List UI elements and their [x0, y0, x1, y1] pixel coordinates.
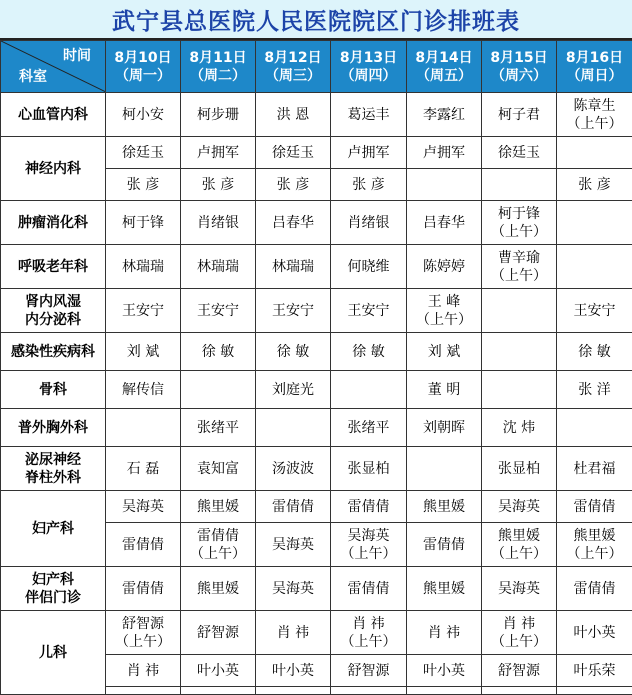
doctor-cell: [407, 201, 482, 245]
shift-note: （上午）: [331, 633, 406, 651]
schedule-row: [1, 93, 632, 137]
doctor-name: 徐廷玉: [256, 144, 330, 162]
doctor-name: 吴海英: [256, 580, 330, 598]
doctor-cell: [557, 611, 632, 655]
doctor-cell: [181, 491, 256, 523]
doctor-cell: [557, 93, 632, 137]
schedule-table: [0, 40, 632, 695]
day-weekday: （周一）: [106, 67, 180, 85]
doctor-cell: [331, 567, 407, 611]
schedule-row: [1, 371, 632, 409]
header-row: [1, 41, 632, 93]
doctor-name: 王安宁: [557, 302, 632, 320]
doctor-name: 董 明: [407, 381, 481, 399]
department-name: 内分泌科: [1, 311, 105, 329]
doctor-name: 何晓维: [331, 258, 406, 276]
doctor-cell: [331, 201, 407, 245]
doctor-cell: [557, 655, 632, 687]
department-name: 感染性疾病科: [1, 343, 105, 361]
doctor-cell: [482, 333, 557, 371]
doctor-cell: [407, 137, 482, 169]
doctor-cell: [256, 447, 331, 491]
shift-note: （上午）: [557, 115, 632, 133]
doctor-cell: [331, 137, 407, 169]
doctor-name: 张显柏: [482, 460, 556, 478]
department-cell: [1, 245, 106, 289]
doctor-name: 熊里媛: [482, 527, 556, 545]
doctor-cell: [482, 137, 557, 169]
doctor-name: 叶小英: [256, 662, 330, 680]
department-cell: [1, 333, 106, 371]
doctor-cell: [331, 611, 407, 655]
doctor-cell: [106, 93, 181, 137]
doctor-cell: [331, 687, 407, 695]
doctor-name: 曹辛瑜: [482, 249, 556, 267]
doctor-name: 林瑞瑞: [181, 258, 255, 276]
doctor-cell: [482, 289, 557, 333]
doctor-cell: [482, 567, 557, 611]
doctor-name: 雷倩倩: [256, 498, 330, 516]
day-date: 8月11日: [181, 49, 255, 67]
doctor-name: 熊里媛: [181, 580, 255, 598]
doctor-name: 肖 祎: [482, 615, 556, 633]
corner-dept-label: 科室: [19, 68, 47, 86]
doctor-cell: [181, 93, 256, 137]
doctor-cell: [482, 169, 557, 201]
doctor-cell: [557, 137, 632, 169]
doctor-name: 刘 斌: [407, 343, 481, 361]
doctor-cell: [331, 409, 407, 447]
doctor-name: 舒智源: [482, 662, 556, 680]
doctor-name: 熊里媛: [407, 498, 481, 516]
doctor-cell: [106, 245, 181, 289]
doctor-name: 王安宁: [331, 302, 406, 320]
doctor-name: 张 彦: [181, 176, 255, 194]
doctor-name: 张绪平: [331, 419, 406, 437]
doctor-name: 卢拥军: [181, 144, 255, 162]
doctor-name: 卢拥军: [407, 144, 481, 162]
doctor-cell: [482, 611, 557, 655]
doctor-name: 叶小英: [407, 662, 481, 680]
doctor-cell: [256, 93, 331, 137]
department-name: 肾内风湿: [1, 293, 105, 311]
doctor-cell: [407, 333, 482, 371]
shift-note: （上午）: [482, 267, 556, 285]
doctor-cell: [331, 169, 407, 201]
doctor-name: 王安宁: [106, 302, 180, 320]
doctor-name: 雷倩倩: [106, 580, 180, 598]
doctor-cell: [256, 687, 331, 695]
doctor-cell: [557, 491, 632, 523]
doctor-cell: [407, 289, 482, 333]
doctor-cell: [106, 523, 181, 567]
doctor-name: 张 彦: [557, 176, 632, 194]
doctor-cell: [331, 245, 407, 289]
day-header: [106, 41, 181, 93]
doctor-cell: [256, 567, 331, 611]
doctor-cell: [557, 567, 632, 611]
doctor-name: 舒智源: [181, 624, 255, 642]
doctor-name: 熊里媛: [407, 580, 481, 598]
doctor-name: 王 峰: [407, 293, 481, 311]
doctor-name: 熊里媛: [181, 498, 255, 516]
day-date: 8月16日: [557, 49, 632, 67]
doctor-name: 柯于锋: [482, 205, 556, 223]
doctor-name: 肖 祎: [407, 624, 481, 642]
department-name: 伴侣门诊: [1, 589, 105, 607]
doctor-cell: [181, 687, 256, 695]
department-cell: [1, 371, 106, 409]
doctor-cell: [181, 567, 256, 611]
department-cell: [1, 93, 106, 137]
doctor-name: 张绪平: [181, 419, 255, 437]
day-header: [557, 41, 632, 93]
doctor-cell: [181, 245, 256, 289]
doctor-name: 吕春华: [407, 214, 481, 232]
doctor-cell: [407, 567, 482, 611]
shift-note: （上午）: [482, 223, 556, 241]
doctor-cell: [106, 137, 181, 169]
doctor-cell: [256, 371, 331, 409]
department-name: 神经内科: [1, 160, 105, 178]
doctor-name: 林瑞瑞: [106, 258, 180, 276]
department-cell: [1, 289, 106, 333]
doctor-name: 柯小安: [106, 106, 180, 124]
day-weekday: （周三）: [256, 67, 330, 85]
schedule-row: [1, 245, 632, 289]
doctor-name: 徐廷玉: [106, 144, 180, 162]
shift-note: （上午）: [407, 311, 481, 329]
schedule-row: [1, 567, 632, 611]
title-bar: [0, 0, 632, 40]
doctor-cell: [557, 523, 632, 567]
doctor-cell: [256, 289, 331, 333]
doctor-cell: [407, 371, 482, 409]
doctor-name: 吴海英: [482, 580, 556, 598]
department-name: 儿科: [1, 644, 105, 662]
doctor-cell: [331, 655, 407, 687]
department-cell: [1, 567, 106, 611]
doctor-cell: [106, 289, 181, 333]
doctor-name: 陈章生: [557, 97, 632, 115]
doctor-cell: [106, 333, 181, 371]
doctor-cell: [407, 611, 482, 655]
doctor-cell: [181, 409, 256, 447]
day-weekday: （周日）: [557, 67, 632, 85]
doctor-cell: [482, 491, 557, 523]
doctor-cell: [557, 371, 632, 409]
doctor-cell: [181, 655, 256, 687]
doctor-cell: [331, 289, 407, 333]
doctor-cell: [557, 333, 632, 371]
doctor-cell: [482, 245, 557, 289]
doctor-cell: [256, 491, 331, 523]
doctor-name: 柯于锋: [106, 214, 180, 232]
day-header: [256, 41, 331, 93]
doctor-name: 张 彦: [331, 176, 406, 194]
doctor-name: 雷倩倩: [407, 536, 481, 554]
day-weekday: （周四）: [331, 67, 406, 85]
doctor-name: 肖 祎: [106, 662, 180, 680]
doctor-cell: [482, 93, 557, 137]
shift-note: （上午）: [557, 545, 632, 563]
schedule-row: [1, 611, 632, 655]
doctor-name: 陈婷婷: [407, 258, 481, 276]
doctor-cell: [181, 169, 256, 201]
doctor-name: 叶小英: [181, 662, 255, 680]
doctor-name: 吕春华: [256, 214, 330, 232]
day-header: [181, 41, 256, 93]
doctor-name: 吴海英: [106, 498, 180, 516]
department-name: 泌尿神经: [1, 451, 105, 469]
doctor-name: 肖绪银: [181, 214, 255, 232]
doctor-cell: [106, 447, 181, 491]
doctor-cell: [557, 169, 632, 201]
doctor-name: 石 磊: [106, 460, 180, 478]
doctor-name: 汤波波: [256, 460, 330, 478]
doctor-cell: [181, 289, 256, 333]
doctor-cell: [181, 447, 256, 491]
department-name: 普外胸外科: [1, 419, 105, 437]
shift-note: （上午）: [181, 545, 255, 563]
schedule-row: [1, 409, 632, 447]
doctor-cell: [256, 137, 331, 169]
doctor-cell: [256, 333, 331, 371]
doctor-cell: [181, 333, 256, 371]
doctor-cell: [407, 169, 482, 201]
department-cell: [1, 491, 106, 567]
doctor-name: 舒智源: [106, 615, 180, 633]
doctor-cell: [106, 371, 181, 409]
doctor-cell: [181, 371, 256, 409]
day-weekday: （周六）: [482, 67, 556, 85]
doctor-cell: [407, 491, 482, 523]
shift-note: （上午）: [482, 633, 556, 651]
doctor-cell: [557, 409, 632, 447]
day-weekday: （周五）: [407, 67, 481, 85]
doctor-name: 沈 炜: [482, 419, 556, 437]
day-date: 8月13日: [331, 49, 406, 67]
doctor-name: 张 彦: [256, 176, 330, 194]
schedule-row: [1, 333, 632, 371]
department-name: 骨科: [1, 381, 105, 399]
doctor-cell: [482, 447, 557, 491]
doctor-name: 王安宁: [181, 302, 255, 320]
corner-time-label: 时间: [63, 47, 91, 65]
department-name: 脊柱外科: [1, 469, 105, 487]
doctor-cell: [482, 687, 557, 695]
department-name: 呼吸老年科: [1, 258, 105, 276]
doctor-name: 徐廷玉: [482, 144, 556, 162]
schedule-body: [1, 93, 632, 695]
doctor-name: 雷倩倩: [181, 527, 255, 545]
department-cell: [1, 201, 106, 245]
doctor-cell: [331, 523, 407, 567]
doctor-name: 王安宁: [256, 302, 330, 320]
doctor-cell: [181, 137, 256, 169]
shift-note: （上午）: [482, 545, 556, 563]
day-date: 8月15日: [482, 49, 556, 67]
doctor-cell: [482, 371, 557, 409]
doctor-name: 肖绪银: [331, 214, 406, 232]
department-cell: [1, 409, 106, 447]
doctor-cell: [256, 611, 331, 655]
doctor-name: 刘朝晖: [407, 419, 481, 437]
doctor-name: 肖 祎: [256, 624, 330, 642]
corner-header: [1, 41, 106, 93]
doctor-cell: [482, 201, 557, 245]
schedule-row: [1, 447, 632, 491]
page-title: 武宁县总医院人民医院院区门诊排班表: [112, 3, 520, 36]
day-header: [407, 41, 482, 93]
doctor-name: 杜君福: [557, 460, 632, 478]
day-date: 8月10日: [106, 49, 180, 67]
doctor-cell: [557, 447, 632, 491]
doctor-name: 袁知富: [181, 460, 255, 478]
doctor-name: 张 彦: [106, 176, 180, 194]
doctor-name: 叶小英: [557, 624, 632, 642]
day-date: 8月12日: [256, 49, 330, 67]
doctor-cell: [181, 523, 256, 567]
doctor-name: 徐 敏: [557, 343, 632, 361]
doctor-name: 徐 敏: [256, 343, 330, 361]
doctor-name: 张 洋: [557, 381, 632, 399]
doctor-cell: [331, 447, 407, 491]
department-name: 心血管内科: [1, 106, 105, 124]
doctor-name: 卢拥军: [331, 144, 406, 162]
schedule-row: [1, 289, 632, 333]
doctor-cell: [557, 245, 632, 289]
doctor-cell: [557, 289, 632, 333]
day-header: [331, 41, 407, 93]
doctor-cell: [331, 333, 407, 371]
doctor-cell: [557, 201, 632, 245]
day-header: [482, 41, 557, 93]
doctor-cell: [256, 201, 331, 245]
doctor-name: 雷倩倩: [331, 580, 406, 598]
doctor-cell: [181, 611, 256, 655]
department-name: 妇产科: [1, 571, 105, 589]
doctor-cell: [407, 687, 482, 695]
doctor-cell: [106, 409, 181, 447]
doctor-name: 徐 敏: [181, 343, 255, 361]
day-weekday: （周二）: [181, 67, 255, 85]
doctor-cell: [407, 409, 482, 447]
doctor-cell: [482, 523, 557, 567]
schedule-row: [1, 201, 632, 245]
doctor-cell: [181, 201, 256, 245]
day-date: 8月14日: [407, 49, 481, 67]
doctor-name: 雷倩倩: [106, 536, 180, 554]
doctor-cell: [106, 491, 181, 523]
doctor-cell: [256, 245, 331, 289]
doctor-cell: [557, 687, 632, 695]
doctor-name: 雷倩倩: [557, 580, 632, 598]
doctor-name: 舒智源: [331, 662, 406, 680]
doctor-name: 叶乐荣: [557, 662, 632, 680]
doctor-cell: [482, 409, 557, 447]
doctor-name: 刘庭光: [256, 381, 330, 399]
doctor-cell: [331, 491, 407, 523]
doctor-name: 徐 敏: [331, 343, 406, 361]
shift-note: （上午）: [106, 633, 180, 651]
doctor-name: 吴海英: [482, 498, 556, 516]
schedule-row: [1, 137, 632, 169]
doctor-cell: [256, 655, 331, 687]
doctor-cell: [106, 687, 181, 695]
doctor-name: 肖 祎: [331, 615, 406, 633]
schedule-row: [1, 491, 632, 523]
department-name: 妇产科: [1, 520, 105, 538]
doctor-cell: [106, 169, 181, 201]
doctor-cell: [256, 169, 331, 201]
doctor-name: 解传信: [106, 381, 180, 399]
doctor-name: 刘 斌: [106, 343, 180, 361]
department-name: 肿瘤消化科: [1, 214, 105, 232]
doctor-name: 吴海英: [331, 527, 406, 545]
department-cell: [1, 137, 106, 201]
doctor-name: 林瑞瑞: [256, 258, 330, 276]
doctor-name: 葛运丰: [331, 106, 406, 124]
doctor-cell: [106, 567, 181, 611]
doctor-cell: [407, 245, 482, 289]
doctor-cell: [256, 409, 331, 447]
doctor-cell: [407, 447, 482, 491]
doctor-name: 张显柏: [331, 460, 406, 478]
doctor-cell: [331, 371, 407, 409]
department-cell: [1, 447, 106, 491]
doctor-cell: [106, 201, 181, 245]
doctor-cell: [482, 655, 557, 687]
doctor-name: 熊里媛: [557, 527, 632, 545]
doctor-name: 吴海英: [256, 536, 330, 554]
department-cell: [1, 611, 106, 695]
doctor-name: 雷倩倩: [331, 498, 406, 516]
shift-note: （上午）: [331, 545, 406, 563]
doctor-name: 雷倩倩: [557, 498, 632, 516]
doctor-name: 柯步珊: [181, 106, 255, 124]
doctor-cell: [106, 655, 181, 687]
doctor-name: 柯子君: [482, 106, 556, 124]
doctor-name: 洪 恩: [256, 106, 330, 124]
doctor-cell: [256, 523, 331, 567]
doctor-name: 李露红: [407, 106, 481, 124]
doctor-cell: [106, 611, 181, 655]
doctor-cell: [407, 523, 482, 567]
doctor-cell: [331, 93, 407, 137]
doctor-cell: [407, 93, 482, 137]
doctor-cell: [407, 655, 482, 687]
